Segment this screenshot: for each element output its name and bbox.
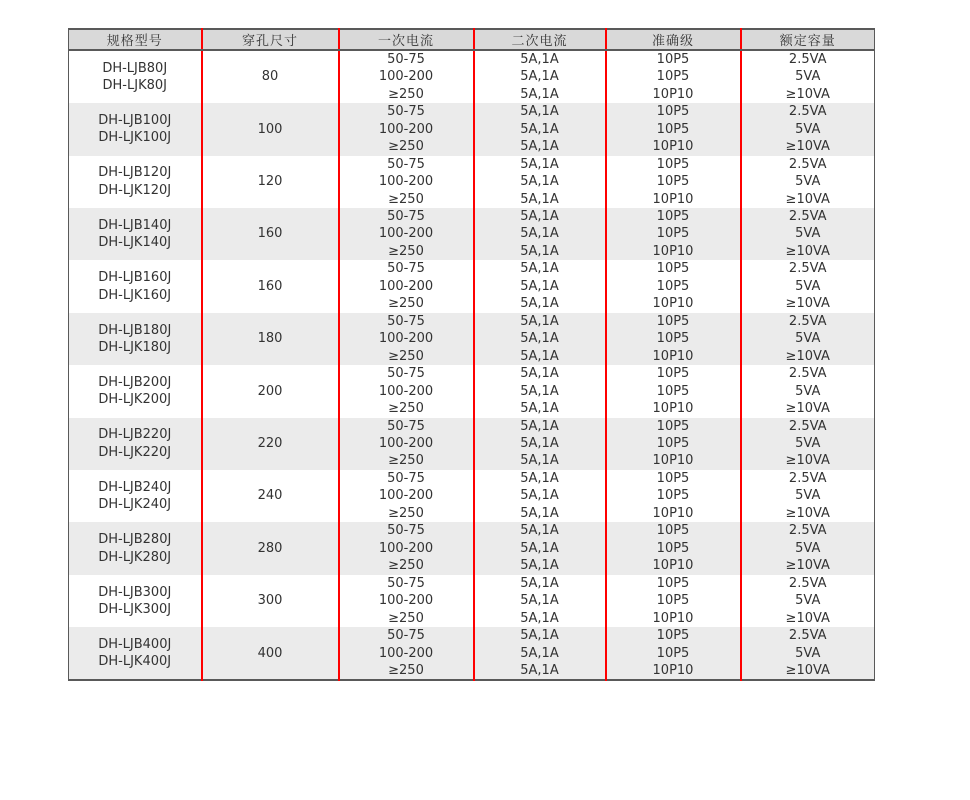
header-row — [69, 29, 875, 50]
accuracy-class-cell — [606, 627, 741, 680]
table-row — [69, 575, 875, 627]
accuracy-class-cell — [606, 470, 741, 522]
secondary-current-cell-line: 5A,1A — [520, 505, 559, 521]
rated-capacity-cell-line: ≥10VA — [785, 505, 830, 521]
primary-current-cell-line: 100-200 — [378, 174, 434, 190]
accuracy-class-cell — [606, 313, 741, 365]
model-cell-line: DH-LJK160J — [98, 287, 172, 303]
hole-size-cell-line: 180 — [257, 331, 283, 347]
table-row — [69, 627, 875, 680]
accuracy-class-cell — [606, 103, 741, 155]
hole-size-cell-line: 100 — [257, 121, 283, 137]
table-row — [69, 522, 875, 574]
rated-capacity-cell — [741, 470, 875, 522]
primary-current-cell-line: 100-200 — [378, 331, 434, 347]
rated-capacity-cell-line: ≥10VA — [785, 296, 830, 312]
primary-current-cell-line: ≥250 — [388, 296, 424, 312]
secondary-current-cell-line: 5A,1A — [520, 121, 559, 137]
primary-current-cell-line: 50-75 — [387, 628, 425, 644]
accuracy-class-cell-line: 10P5 — [656, 593, 690, 609]
rated-capacity-cell-line: 2.5VA — [788, 52, 827, 67]
model-cell-line: DH-LJB200J — [98, 374, 172, 390]
rated-capacity-cell-line: ≥10VA — [785, 139, 830, 155]
accuracy-class-cell-line: 10P5 — [656, 69, 690, 85]
rated-capacity-cell-line: 5VA — [795, 540, 821, 556]
model-cell-line: DH-LJK240J — [98, 497, 172, 513]
rated-capacity-cell — [741, 418, 875, 470]
secondary-current-cell — [474, 50, 606, 103]
rated-capacity-cell — [741, 260, 875, 312]
accuracy-class-cell-line: 10P10 — [652, 296, 694, 312]
column-header-primary-current: 一次电流 — [339, 29, 474, 50]
model-cell — [69, 522, 202, 574]
model-cell-line: DH-LJB160J — [98, 270, 172, 286]
primary-current-cell-line: 100-200 — [378, 645, 434, 661]
accuracy-class-cell-line: 10P10 — [652, 453, 694, 469]
model-cell — [69, 50, 202, 103]
rated-capacity-cell-line: ≥10VA — [785, 348, 830, 364]
accuracy-class-cell-line: 10P10 — [652, 662, 694, 678]
secondary-current-cell-line: 5A,1A — [520, 296, 559, 312]
model-cell-line: DH-LJK280J — [98, 549, 172, 565]
table-row — [69, 418, 875, 470]
primary-current-cell-line: ≥250 — [388, 191, 424, 207]
model-cell-line: DH-LJK180J — [98, 339, 172, 355]
primary-current-cell — [339, 575, 474, 627]
primary-current-cell — [339, 208, 474, 260]
primary-current-cell — [339, 50, 474, 103]
accuracy-class-cell-line: 10P5 — [656, 436, 690, 452]
rated-capacity-cell — [741, 50, 875, 103]
accuracy-class-cell-line: 10P5 — [656, 209, 690, 225]
rated-capacity-cell-line: 2.5VA — [788, 575, 827, 591]
rated-capacity-cell-line: 2.5VA — [788, 261, 827, 277]
accuracy-class-cell-line: 10P10 — [652, 86, 694, 102]
primary-current-cell-line: 50-75 — [387, 261, 425, 277]
secondary-current-cell-line: 5A,1A — [520, 156, 559, 172]
secondary-current-cell-line: 5A,1A — [520, 331, 559, 347]
primary-current-cell — [339, 627, 474, 680]
accuracy-class-cell-line: 10P5 — [656, 628, 690, 644]
primary-current-cell — [339, 313, 474, 365]
primary-current-cell-line: ≥250 — [388, 662, 424, 678]
accuracy-class-cell-line: 10P5 — [656, 540, 690, 556]
column-header-accuracy-class: 准确级 — [606, 29, 741, 50]
primary-current-cell-line: 50-75 — [387, 156, 425, 172]
rated-capacity-cell — [741, 208, 875, 260]
accuracy-class-cell-line: 10P10 — [652, 139, 694, 155]
accuracy-class-cell-line: 10P10 — [652, 243, 694, 259]
hole-size-cell — [202, 103, 339, 155]
secondary-current-cell-line: 5A,1A — [520, 366, 559, 382]
secondary-current-cell — [474, 470, 606, 522]
hole-size-cell-line: 240 — [257, 488, 283, 504]
table-row — [69, 365, 875, 417]
table-row — [69, 103, 875, 155]
primary-current-cell-line: 50-75 — [387, 575, 425, 591]
primary-current-cell-line: 100-200 — [378, 278, 434, 294]
secondary-current-cell-line: 5A,1A — [520, 209, 559, 225]
primary-current-cell — [339, 156, 474, 208]
hole-size-cell-line: 400 — [257, 645, 283, 661]
column-header-hole-size: 穿孔尺寸 — [202, 29, 339, 50]
rated-capacity-cell-line: 5VA — [795, 488, 821, 504]
hole-size-cell — [202, 575, 339, 627]
accuracy-class-cell-line: 10P5 — [656, 488, 690, 504]
rated-capacity-cell-line: 2.5VA — [788, 366, 827, 382]
accuracy-class-cell-line: 10P5 — [656, 104, 690, 120]
model-cell-line: DH-LJB120J — [98, 165, 172, 181]
accuracy-class-cell-line: 10P5 — [656, 226, 690, 242]
model-cell — [69, 575, 202, 627]
primary-current-cell-line: ≥250 — [388, 86, 424, 102]
hole-size-cell-line: 160 — [257, 226, 283, 242]
primary-current-cell — [339, 522, 474, 574]
accuracy-class-cell-line: 10P5 — [656, 575, 690, 591]
hole-size-cell — [202, 313, 339, 365]
secondary-current-cell-line: 5A,1A — [520, 226, 559, 242]
hole-size-cell-line: 280 — [257, 540, 283, 556]
secondary-current-cell-line: 5A,1A — [520, 662, 559, 678]
primary-current-cell — [339, 260, 474, 312]
secondary-current-cell-line: 5A,1A — [520, 593, 559, 609]
rated-capacity-cell — [741, 627, 875, 680]
table-row — [69, 313, 875, 365]
accuracy-class-cell-line: 10P5 — [656, 418, 690, 434]
primary-current-cell-line: 50-75 — [387, 418, 425, 434]
secondary-current-cell — [474, 365, 606, 417]
model-cell-line: DH-LJB240J — [98, 479, 172, 495]
secondary-current-cell-line: 5A,1A — [520, 645, 559, 661]
rated-capacity-cell — [741, 365, 875, 417]
secondary-current-cell-line: 5A,1A — [520, 575, 559, 591]
rated-capacity-cell-line: ≥10VA — [785, 662, 830, 678]
primary-current-cell — [339, 365, 474, 417]
primary-current-cell-line: ≥250 — [388, 610, 424, 626]
accuracy-class-cell-line: 10P5 — [656, 331, 690, 347]
secondary-current-cell-line: 5A,1A — [520, 139, 559, 155]
hole-size-cell — [202, 470, 339, 522]
accuracy-class-cell — [606, 50, 741, 103]
rated-capacity-cell — [741, 313, 875, 365]
secondary-current-cell-line: 5A,1A — [520, 436, 559, 452]
model-cell-line: DH-LJB280J — [98, 532, 172, 548]
accuracy-class-cell-line: 10P5 — [656, 278, 690, 294]
rated-capacity-cell-line: 2.5VA — [788, 209, 827, 225]
model-cell-line: DH-LJK400J — [98, 654, 172, 670]
rated-capacity-cell-line: 2.5VA — [788, 418, 827, 434]
accuracy-class-cell-line: 10P5 — [656, 523, 690, 539]
model-cell-line: DH-LJK80J — [102, 78, 167, 94]
secondary-current-cell-line: 5A,1A — [520, 628, 559, 644]
model-cell-line: DH-LJB80J — [102, 60, 168, 76]
secondary-current-cell-line: 5A,1A — [520, 488, 559, 504]
primary-current-cell-line: 50-75 — [387, 313, 425, 329]
model-cell — [69, 313, 202, 365]
accuracy-class-cell — [606, 418, 741, 470]
secondary-current-cell — [474, 260, 606, 312]
rated-capacity-cell-line: 2.5VA — [788, 471, 827, 487]
hole-size-cell-line: 300 — [257, 593, 283, 609]
primary-current-cell-line: 50-75 — [387, 104, 425, 120]
hole-size-cell — [202, 522, 339, 574]
accuracy-class-cell-line: 10P5 — [656, 156, 690, 172]
accuracy-class-cell-line: 10P5 — [656, 261, 690, 277]
secondary-current-cell-line: 5A,1A — [520, 418, 559, 434]
primary-current-cell-line: ≥250 — [388, 243, 424, 259]
primary-current-cell-line: 100-200 — [378, 540, 434, 556]
rated-capacity-cell-line: 5VA — [795, 331, 821, 347]
secondary-current-cell-line: 5A,1A — [520, 401, 559, 417]
table-row — [69, 50, 875, 103]
primary-current-cell — [339, 470, 474, 522]
rated-capacity-cell-line: ≥10VA — [785, 610, 830, 626]
model-cell-line: DH-LJB220J — [98, 427, 172, 443]
rated-capacity-cell-line: 5VA — [795, 436, 821, 452]
primary-current-cell-line: 50-75 — [387, 52, 425, 67]
secondary-current-cell-line: 5A,1A — [520, 471, 559, 487]
model-cell — [69, 470, 202, 522]
rated-capacity-cell-line: 2.5VA — [788, 313, 827, 329]
secondary-current-cell-line: 5A,1A — [520, 313, 559, 329]
accuracy-class-cell-line: 10P10 — [652, 505, 694, 521]
accuracy-class-cell — [606, 260, 741, 312]
accuracy-class-cell — [606, 156, 741, 208]
rated-capacity-cell-line: 5VA — [795, 383, 821, 399]
rated-capacity-cell-line: ≥10VA — [785, 86, 830, 102]
model-cell-line: DH-LJB400J — [98, 636, 172, 652]
hole-size-cell — [202, 627, 339, 680]
accuracy-class-cell-line: 10P10 — [652, 558, 694, 574]
model-cell — [69, 260, 202, 312]
hole-size-cell — [202, 418, 339, 470]
secondary-current-cell — [474, 575, 606, 627]
rated-capacity-cell — [741, 575, 875, 627]
primary-current-cell-line: 50-75 — [387, 523, 425, 539]
secondary-current-cell-line: 5A,1A — [520, 104, 559, 120]
rated-capacity-cell-line: 2.5VA — [788, 104, 827, 120]
hole-size-cell — [202, 365, 339, 417]
primary-current-cell-line: 50-75 — [387, 471, 425, 487]
rated-capacity-cell-line: 2.5VA — [788, 628, 827, 644]
model-cell — [69, 156, 202, 208]
accuracy-class-cell-line: 10P5 — [656, 174, 690, 190]
primary-current-cell-line: ≥250 — [388, 505, 424, 521]
table-head — [69, 29, 875, 50]
primary-current-cell-line: ≥250 — [388, 453, 424, 469]
accuracy-class-cell-line: 10P5 — [656, 121, 690, 137]
primary-current-cell — [339, 418, 474, 470]
rated-capacity-cell-line: ≥10VA — [785, 401, 830, 417]
hole-size-cell-line: 80 — [261, 69, 279, 85]
secondary-current-cell-line: 5A,1A — [520, 610, 559, 626]
primary-current-cell-line: ≥250 — [388, 401, 424, 417]
rated-capacity-cell-line: 2.5VA — [788, 156, 827, 172]
secondary-current-cell-line: 5A,1A — [520, 523, 559, 539]
secondary-current-cell — [474, 103, 606, 155]
primary-current-cell-line: 100-200 — [378, 488, 434, 504]
secondary-current-cell-line: 5A,1A — [520, 243, 559, 259]
rated-capacity-cell-line: 5VA — [795, 645, 821, 661]
model-cell — [69, 103, 202, 155]
accuracy-class-cell-line: 10P10 — [652, 401, 694, 417]
rated-capacity-cell-line: 5VA — [795, 121, 821, 137]
model-cell-line: DH-LJB100J — [98, 113, 172, 128]
secondary-current-cell-line: 5A,1A — [520, 540, 559, 556]
primary-current-cell — [339, 103, 474, 155]
secondary-current-cell-line: 5A,1A — [520, 383, 559, 399]
model-cell — [69, 627, 202, 680]
table-row — [69, 470, 875, 522]
secondary-current-cell-line: 5A,1A — [520, 174, 559, 190]
accuracy-class-cell — [606, 522, 741, 574]
hole-size-cell-line: 200 — [257, 383, 283, 399]
primary-current-cell-line: 100-200 — [378, 383, 434, 399]
model-cell-line: DH-LJB140J — [98, 217, 172, 233]
hole-size-cell-line: 220 — [257, 436, 283, 452]
model-cell — [69, 418, 202, 470]
secondary-current-cell-line: 5A,1A — [520, 261, 559, 277]
table-body — [69, 50, 875, 680]
accuracy-class-cell-line: 10P5 — [656, 366, 690, 382]
secondary-current-cell-line: 5A,1A — [520, 86, 559, 102]
primary-current-cell-line: 100-200 — [378, 226, 434, 242]
rated-capacity-cell-line: 5VA — [795, 278, 821, 294]
secondary-current-cell-line: 5A,1A — [520, 278, 559, 294]
secondary-current-cell — [474, 418, 606, 470]
model-cell-line: DH-LJK300J — [98, 601, 172, 617]
model-cell-line: DH-LJK140J — [98, 235, 172, 251]
primary-current-cell-line: 50-75 — [387, 366, 425, 382]
spec-table — [68, 28, 875, 681]
primary-current-cell-line: 100-200 — [378, 593, 434, 609]
secondary-current-cell-line: 5A,1A — [520, 191, 559, 207]
rated-capacity-cell-line: ≥10VA — [785, 453, 830, 469]
model-cell — [69, 208, 202, 260]
model-cell-line: DH-LJB180J — [98, 322, 172, 338]
hole-size-cell — [202, 50, 339, 103]
accuracy-class-cell — [606, 365, 741, 417]
model-cell-line: DH-LJB300J — [98, 584, 172, 600]
table-row — [69, 156, 875, 208]
rated-capacity-cell — [741, 156, 875, 208]
rated-capacity-cell-line: 5VA — [795, 226, 821, 242]
table-row — [69, 208, 875, 260]
model-cell-line: DH-LJK100J — [98, 130, 172, 146]
hole-size-cell — [202, 208, 339, 260]
rated-capacity-cell-line: 5VA — [795, 69, 821, 85]
primary-current-cell-line: 100-200 — [378, 69, 434, 85]
accuracy-class-cell — [606, 208, 741, 260]
table-row — [69, 260, 875, 312]
secondary-current-cell — [474, 627, 606, 680]
accuracy-class-cell — [606, 575, 741, 627]
rated-capacity-cell-line: ≥10VA — [785, 558, 830, 574]
secondary-current-cell — [474, 522, 606, 574]
hole-size-cell-line: 160 — [257, 278, 283, 294]
column-header-model: 规格型号 — [69, 29, 202, 50]
rated-capacity-cell-line: 5VA — [795, 593, 821, 609]
secondary-current-cell — [474, 313, 606, 365]
accuracy-class-cell-line: 10P10 — [652, 610, 694, 626]
secondary-current-cell — [474, 156, 606, 208]
accuracy-class-cell-line: 10P5 — [656, 645, 690, 661]
rated-capacity-cell-line: 2.5VA — [788, 523, 827, 539]
rated-capacity-cell-line: 5VA — [795, 174, 821, 190]
accuracy-class-cell-line: 10P5 — [656, 383, 690, 399]
column-header-rated-capacity: 额定容量 — [741, 29, 875, 50]
rated-capacity-cell-line: ≥10VA — [785, 243, 830, 259]
rated-capacity-cell — [741, 522, 875, 574]
column-header-secondary-current: 二次电流 — [474, 29, 606, 50]
model-cell — [69, 365, 202, 417]
primary-current-cell-line: ≥250 — [388, 348, 424, 364]
rated-capacity-cell-line: ≥10VA — [785, 191, 830, 207]
primary-current-cell-line: ≥250 — [388, 139, 424, 155]
hole-size-cell-line: 120 — [257, 174, 283, 190]
hole-size-cell — [202, 260, 339, 312]
secondary-current-cell-line: 5A,1A — [520, 348, 559, 364]
accuracy-class-cell-line: 10P10 — [652, 191, 694, 207]
primary-current-cell-line: 50-75 — [387, 209, 425, 225]
secondary-current-cell — [474, 208, 606, 260]
model-cell-line: DH-LJK200J — [98, 392, 172, 408]
secondary-current-cell-line: 5A,1A — [520, 52, 559, 67]
hole-size-cell — [202, 156, 339, 208]
model-cell-line: DH-LJK120J — [98, 182, 172, 198]
model-cell-line: DH-LJK220J — [98, 444, 172, 460]
rated-capacity-cell — [741, 103, 875, 155]
secondary-current-cell-line: 5A,1A — [520, 558, 559, 574]
primary-current-cell-line: 100-200 — [378, 436, 434, 452]
accuracy-class-cell-line: 10P5 — [656, 313, 690, 329]
primary-current-cell-line: ≥250 — [388, 558, 424, 574]
primary-current-cell-line: 100-200 — [378, 121, 434, 137]
accuracy-class-cell-line: 10P5 — [656, 52, 690, 67]
secondary-current-cell-line: 5A,1A — [520, 453, 559, 469]
secondary-current-cell-line: 5A,1A — [520, 69, 559, 85]
accuracy-class-cell-line: 10P10 — [652, 348, 694, 364]
accuracy-class-cell-line: 10P5 — [656, 471, 690, 487]
